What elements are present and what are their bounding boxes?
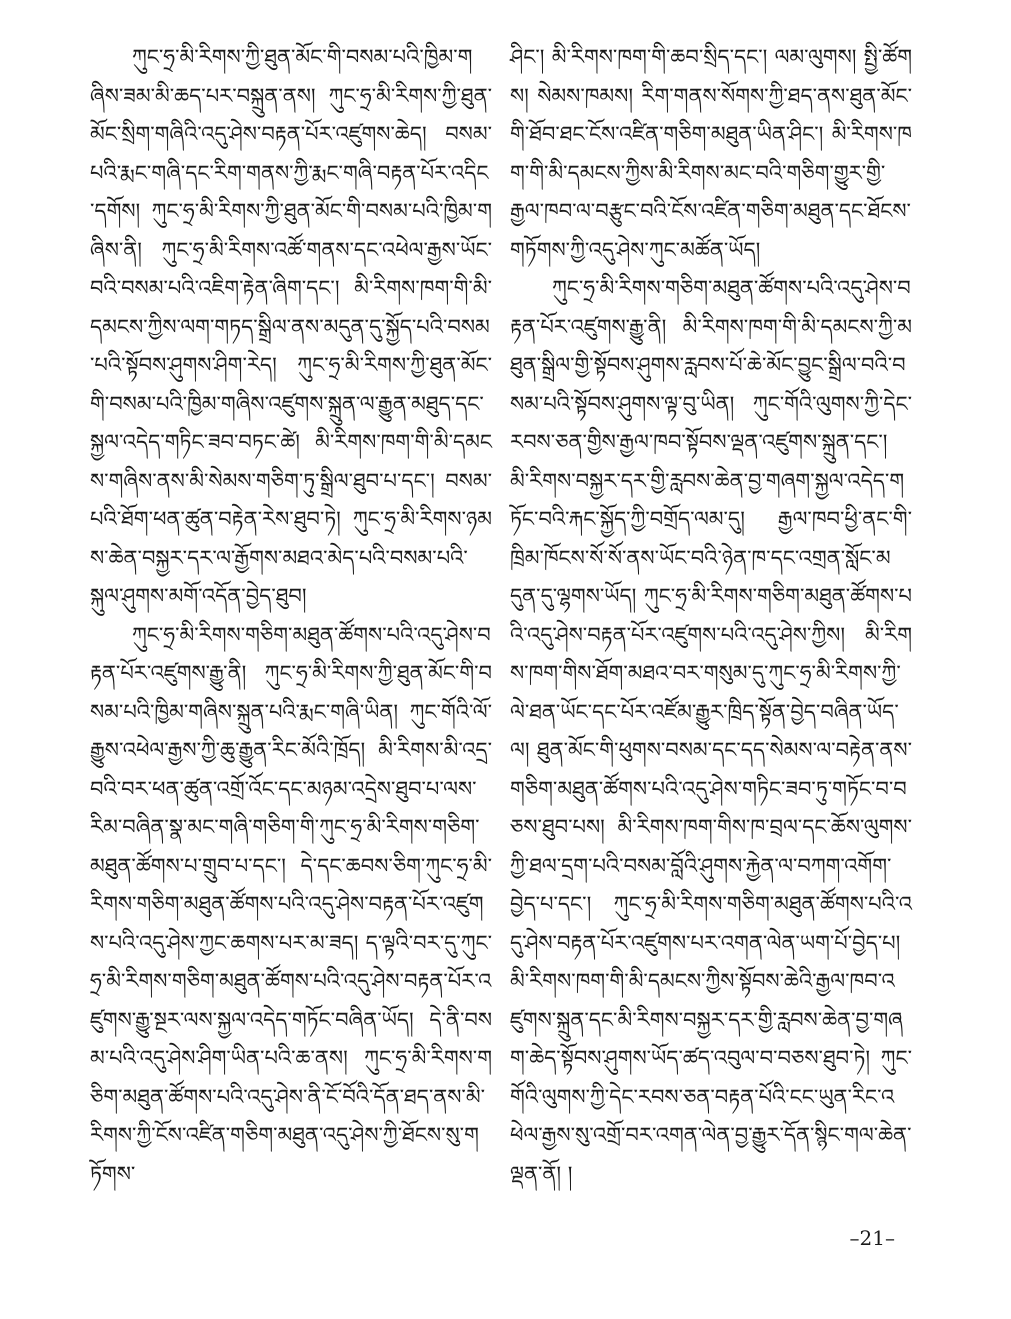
paragraph: ཀུང་ཧྲ་མི་རིགས་གཅིག་མཐུན་ཚོགས་པའི་འདུ་ཤེས་བརྟན་པོར་འཛུགས་རྒྱུ་ནི། ཀུང་ཧྲ་མི་རིགས་ཀྱི་ཐུན་མོང་གི་བསམ་པའི་ཁྱིམ་གཞིས་སྐྲུན་པའི་རྨང་གཞི་ཡིན། ཀུང་གོའི་ལོ་རྒྱུས་འཕེལ་རྒྱས་ཀྱི་ཆུ་རྒྱུན་རིང་མོའི་ཁྲོད། མི་རིགས་མི་འདྲ་བའི་བར་ཕན་ཚུན་འགྲོ་འོང་དང་མཉམ་འདྲེས་ཐུབ་པ་ལས་རིམ་བཞིན་སྣ་མང་གཞི་གཅིག་གི་ཀུང་ཧྲ་མི་རིགས་གཅིག་མཐུན་ཚོགས་པ་གྲུབ་པ་དང་། དེ་དང་ཆབས་ཅིག་ཀུང་ཧྲ་མི་རིགས་གཅིག་མཐུན་ཚོགས་པའི་འདུ་ཤེས་བརྟན་པོར་འཛུགས་པའི་འདུ་ཤེས་ཀྱང་ཆགས་པར་མ་ཟད། ད་ལྟའི་བར་དུ་ཀུང་ཧྲ་མི་རིགས་གཅིག་མཐུན་ཚོགས་པའི་འདུ་ཤེས་བརྟན་པོར་འཛུགས་རྒྱུ་སྔར་ལས་སྐྱལ་འདེད་གཏོང་བཞིན་ཡོད། དེ་ནི་བསམ་པའི་འདུ་ཤེས་ཤིག་ཡིན་པའི་ཆ་ནས། ཀུང་ཧྲ་མི་རིགས་གཅིག་མཐུན་ཚོགས་པའི་འདུ་ཤེས་ནི་ངོ་བོའི་དོན་ཐད་ནས་མི་རིགས་ཀྱི་ངོས་འཛིན་གཅིག་མཐུན་འདུ་ཤེས་ཀྱི་ཐོངས་སུ་གཏོགས་ — [90, 622, 492, 1186]
left-text-column — [90, 38, 492, 1193]
paragraph: ཀུང་ཧྲ་མི་རིགས་ཀྱི་ཐུན་མོང་གི་བསམ་པའི་ཁྱིམ་གཞིས་ཟམ་མི་ཆད་པར་བསྐྲུན་ནས། ཀུང་ཧྲ་མི་རིགས་ཀྱི་ཐུན་མོང་སྲིག་གཞིའི་འདུ་ཤེས་བརྟན་པོར་འཛུགས་ཆེད། བསམ་པའི་རྨང་གཞི་དང་རིག་གནས་ཀྱི་རྨང་གཞི་བརྟན་པོར་འདིང་དགོས། ཀུང་ཧྲ་མི་རིགས་ཀྱི་ཐུན་མོང་གི་བསམ་པའི་ཁྱིམ་གཞིས་ནི། ཀུང་ཧྲ་མི་རིགས་འཚོ་གནས་དང་འཕེལ་རྒྱས་ཡོང་བའི་བསམ་པའི་འཇིག་རྟེན་ཞིག་དང་། མི་རིགས་ཁག་གི་མི་དམངས་ཀྱིས་ལག་གཏད་སྒྲིལ་ནས་མདུན་དུ་སྐྱོད་པའི་བསམ་པའི་སྟོབས་ཤུགས་ཤིག་རེད། ཀུང་ཧྲ་མི་རིགས་ཀྱི་ཐུན་མོང་གི་བསམ་པའི་ཁྱིམ་གཞིས་འཛུགས་སྐྲུན་ལ་རྒྱུན་མཐུད་དང་སྐྱལ་འདེད་གཏིང་ཟབ་བཏང་ཚེ། མི་རིགས་ཁག་གི་མི་དམངས་གཞིས་ནས་མི་སེམས་གཅིག་ཏུ་སྒྲིལ་ཐུབ་པ་དང་། བསམ་པའི་ཐོག་ཕན་ཚུན་བརྟེན་རེས་ཐུབ་ཏེ། ཀུང་ཧྲ་མི་རིགས་ཉམས་ཆེན་བསྐྱར་དར་ལ་རྒྱོགས་མཐའ་མེད་པའི་བསམ་པའི་སྐུལ་ཤུགས་མགོ་འདོན་བྱེད་ཐུབ། — [90, 45, 492, 608]
paragraph: ཀུང་ཧྲ་མི་རིགས་གཅིག་མཐུན་ཚོགས་པའི་འདུ་ཤེས་བརྟན་པོར་འཛུགས་རྒྱུ་ནི། མི་རིགས་ཁག་གི་མི་དམངས་ཀྱི་མཐུན་སྒྲིལ་གྱི་སྟོབས་ཤུགས་རླབས་པོ་ཆེ་མོང་བྱུང་སྒྲིལ་བའི་བསམ་པའི་སྟོབས་ཤུགས་ལྟ་བུ་ཡིན། ཀུང་གོའི་ལུགས་ཀྱི་དེང་རབས་ཅན་གྱིས་རྒྱལ་ཁབ་སྟོབས་ལྡན་འཛུགས་སྐྲུན་དང་། མི་རིགས་བསྐྱར་དར་གྱི་རླབས་ཆེན་བྱ་གཞག་སྐྱལ་འདེད་གཏོང་བའི་རྐང་སྐྱོད་ཀྱི་བགྲོད་ལམ་དུ། རྒྱལ་ཁབ་ཕྱི་ནང་གི་ཁྲིམ་ཁོངས་སོ་སོ་ནས་ཡོང་བའི་ཉེན་ཁ་དང་འགྲན་སློང་མདུན་དུ་ལྷགས་ཡོད། ཀུང་ཧྲ་མི་རིགས་གཅིག་མཐུན་ཚོགས་པའི་འདུ་ཤེས་བརྟན་པོར་འཛུགས་པའི་འདུ་ཤེས་ཀྱིས། མི་རིགས་ཁག་གིས་ཐོག་མཐའ་བར་གསུམ་དུ་ཀུང་ཧྲ་མི་རིགས་ཀྱི་ལེ་ཐན་ཡོང་དང་པོར་འཛོམ་རྒྱུར་ཁྲིད་སྟོན་བྱེད་བཞིན་ཡོད་ལ། ཐུན་མོང་གི་ཕུགས་བསམ་དང་དད་སེམས་ལ་བརྟེན་ནས་གཅིག་མཐུན་ཚོགས་པའི་འདུ་ཤེས་གཏིང་ཟབ་ཏུ་གཏོང་བ་བཅས་ཐུབ་པས། མི་རིགས་ཁག་གིས་ཁ་བྲལ་དང་ཆོས་ལུགས་ཀྱི་ཐལ་དྲག་པའི་བསམ་བློའི་ཤུགས་རྐྱེན་ལ་བཀག་འགོག་བྱེད་པ་དང་། ཀུང་ཧྲ་མི་རིགས་གཅིག་མཐུན་ཚོགས་པའི་འདུ་ཤེས་བརྟན་པོར་འཛུགས་པར་འགན་ལེན་ཡག་པོ་བྱེད་པ། མི་རིགས་ཁག་གི་མི་དམངས་ཀྱིས་སྟོབས་ཆེའི་རྒྱལ་ཁབ་འཛུགས་སྐྲུན་དང་མི་རིགས་བསྐྱར་དར་གྱི་རླབས་ཆེན་བྱ་གཞག་ཆེད་སྟོབས་ཤུགས་ཡོད་ཚད་འབུལ་བ་བཅས་ཐུབ་ཏེ། ཀུང་གོའི་ལུགས་ཀྱི་དེང་རབས་ཅན་བརྟན་པོའི་ངང་ཡུན་རིང་འཕེལ་རྒྱས་སུ་འགྲོ་བར་འགན་ལེན་བྱ་རྒྱུར་དོན་སྙིང་གལ་ཆེན་ལྡན་ནོ། ། — [510, 276, 912, 1186]
paragraph-continuation: ཤིང་། མི་རིགས་ཁག་གི་ཆབ་སྲིད་དང་། ལམ་ལུགས། སྤྱི་ཚོགས། སེམས་ཁམས། རིག་གནས་སོགས་ཀྱི་ཐད་ནས་ཐུན་མོང་གི་ཐོབ་ཐང་ངོས་འཛིན་གཅིག་མཐུན་ཡིན་ཤིང་། མི་རིགས་ཁག་གི་མི་དམངས་ཀྱིས་མི་རིགས་མང་བའི་གཅིག་གྱུར་གྱི་རྒྱལ་ཁབ་ལ་བརྩུང་བའི་ངོས་འཛིན་གཅིག་མཐུན་དང་ཐོངས་གཏོགས་ཀྱི་འདུ་ཤེས་ཀུང་མཚོན་ཡོད། — [510, 45, 912, 262]
right-text-column — [510, 38, 912, 1193]
page-number: –21– — [849, 1226, 895, 1250]
